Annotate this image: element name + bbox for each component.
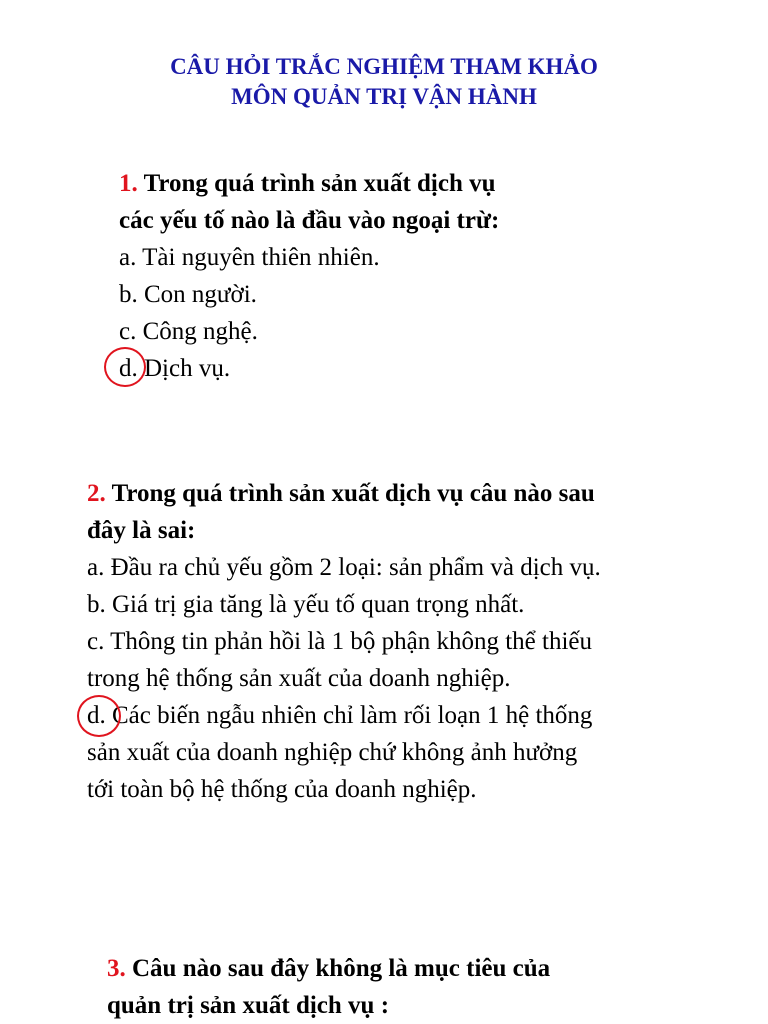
option-d: d. Các biến ngẫu nhiên chỉ làm rối loạn 1 hệ thống (87, 702, 593, 729)
question-number: 2. (87, 480, 106, 507)
question-3 (107, 950, 550, 1024)
option-d: d. Dịch vụ. (119, 355, 231, 382)
question-number: 1. (119, 170, 138, 197)
option-c: c. Công nghệ. (119, 318, 258, 345)
answer-circle-mark (77, 695, 121, 737)
question-stem: 3. Câu nào sau đây không là mục tiêu của (107, 955, 551, 982)
title-line-1: CÂU HỎI TRẮC NGHIỆM THAM KHẢO (170, 54, 598, 79)
option-d-continued: sản xuất của doanh nghiệp chứ không ảnh hưởng (87, 739, 578, 766)
option-c: c. Thông tin phản hồi là 1 bộ phận không thể thiếu (87, 628, 593, 655)
option-b: b. Giá trị gia tăng là yếu tố quan trọng nhất. (87, 591, 525, 618)
title-line-2: MÔN QUẢN TRỊ VẬN HÀNH (231, 84, 537, 109)
question-stem: 1. Trong quá trình sản xuất dịch vụ (119, 170, 496, 197)
document-title (0, 52, 768, 112)
option-d-continued: tới toàn bộ hệ thống của doanh nghiệp. (87, 776, 477, 803)
option-a: a. Đầu ra chủ yếu gồm 2 loại: sản phẩm và dịch vụ. (87, 554, 601, 581)
answer-circle-mark (104, 347, 146, 387)
question-stem: các yếu tố nào là đầu vào ngoại trừ: (119, 207, 500, 234)
option-a: a. Tài nguyên thiên nhiên. (119, 244, 380, 271)
question-stem: quản trị sản xuất dịch vụ : (107, 992, 390, 1019)
question-2 (87, 475, 601, 808)
question-number: 3. (107, 955, 126, 982)
option-b: b. Con người. (119, 281, 257, 308)
question-1 (119, 165, 499, 387)
question-stem: 2. Trong quá trình sản xuất dịch vụ câu nào sau (87, 480, 595, 507)
question-stem: đây là sai: (87, 517, 196, 544)
option-c-continued: trong hệ thống sản xuất của doanh nghiệp. (87, 665, 511, 692)
